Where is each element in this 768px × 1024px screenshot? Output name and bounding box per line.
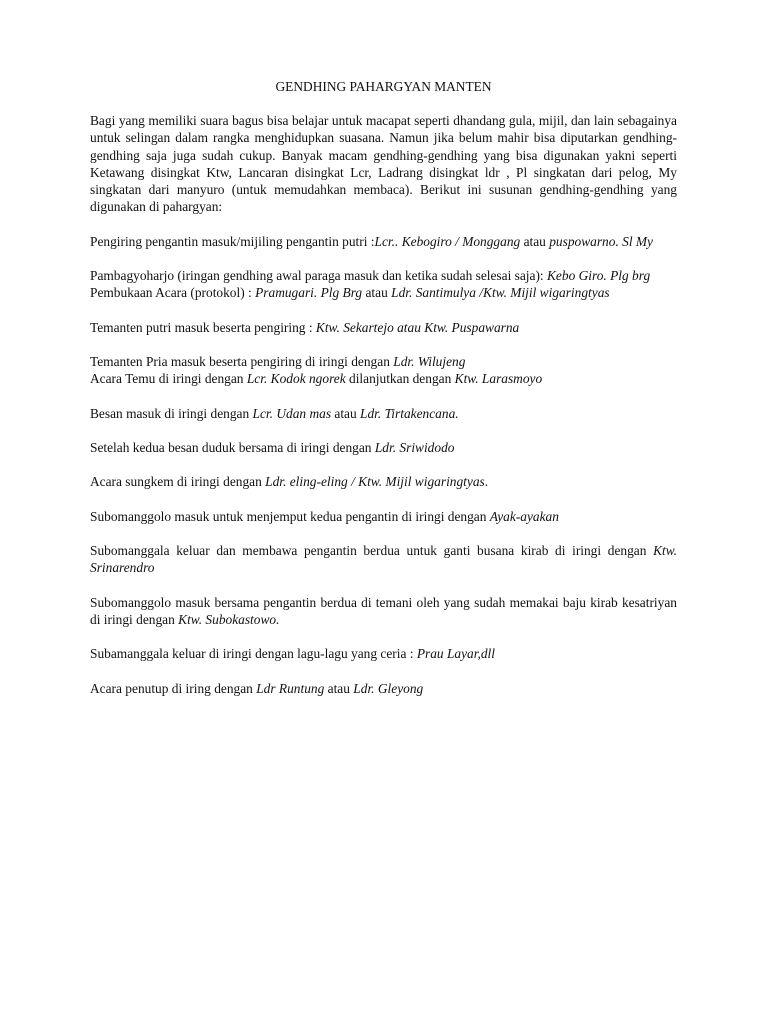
item-text: Temanten Pria masuk beserta pengiring di iringi dengan — [90, 353, 394, 369]
item-emphasis: Ldr. Wilujeng — [393, 353, 466, 369]
item-text: atau — [520, 233, 550, 249]
item-emphasis: Ldr. Gleyong — [353, 680, 424, 696]
item-text: dilanjutkan dengan — [345, 371, 455, 387]
item-text: Besan masuk di iringi dengan — [90, 405, 253, 421]
item-emphasis: Ayak-ayakan — [489, 508, 559, 524]
document-page — [90, 78, 677, 714]
item-besan-duduk — [90, 439, 677, 456]
item-emphasis: Prau Layar,dll — [416, 646, 495, 662]
document-title: GENDHING PAHARGYAN MANTEN — [275, 79, 492, 94]
item-temanten-pria — [90, 353, 677, 370]
item-text: Pambagyoharjo (iringan gendhing awal paraga masuk dan ketika sudah selesai saja): — [90, 268, 547, 283]
item-text: Subamanggala keluar di iringi dengan lagu-lagu yang ceria : — [90, 646, 417, 662]
item-acara-temu — [90, 370, 677, 387]
item-pambagyoharjo — [90, 267, 677, 284]
item-text: atau — [362, 285, 392, 301]
item-temanten-putri — [90, 319, 677, 336]
item-emphasis: Kebo Giro. Plg brg — [547, 268, 651, 283]
item-emphasis: Ldr. Tirtakencana. — [360, 405, 459, 421]
item-besan-masuk — [90, 405, 677, 422]
item-emphasis: Ldr. Santimulya /Ktw. Mijil wigaringtyas — [391, 285, 610, 301]
item-acara-penutup — [90, 680, 677, 697]
item-emphasis: Ktw. Srinarendro — [90, 543, 677, 576]
item-pembukaan — [90, 284, 677, 301]
item-text: Pembukaan Acara (protokol) : — [90, 285, 256, 301]
item-emphasis: Ldr. eling-eling / Ktw. Mijil wigaringtyas — [265, 474, 485, 490]
item-text: Acara sungkem di iringi dengan — [90, 474, 266, 490]
intro-paragraph: Bagi yang memiliki suara bagus bisa belajar untuk macapat seperti dhandang gula, mijil, dan lain sebagainya untuk selingan dalam rangka menghidupkan suasana. Namun jika belum mahir bisa diputarkan gendhing-gendhing saja juga sudah cukup. Banyak macam gendhing-gendhing yang bisa digunakan yakni seperti Ketawang disingkat Ktw, Lancaran disingkat Lcr, Ladrang disingkat ldr , Pl singkatan dari pelog, My singkatan dari manyuro (untuk memudahkan membaca). Berikut ini susunan gendhing-gendhing yang digunakan di pahargyan: — [90, 113, 677, 215]
item-emphasis: Ktw. Sekartejo atau Ktw. Puspawarna — [315, 319, 520, 335]
item-emphasis: puspowarno. Sl My — [549, 233, 653, 249]
item-text: Subomanggolo masuk bersama pengantin berdua di temani oleh yang sudah memakai baju kirab kesatriyan di iringi dengan — [90, 594, 677, 627]
item-sungkem — [90, 473, 677, 490]
item-subomanggolo-masuk — [90, 508, 677, 525]
item-subomanggala-keluar — [90, 542, 677, 576]
item-emphasis: Lcr.. Kebogiro / Monggang — [374, 233, 521, 249]
item-text: Setelah kedua besan duduk bersama di iringi dengan — [90, 439, 375, 455]
item-text: Acara Temu di iringi dengan — [90, 371, 247, 387]
item-emphasis: Ktw. Subokastowo. — [178, 611, 280, 627]
item-emphasis: Lcr. Kodok ngorek — [246, 371, 346, 387]
item-emphasis: Ldr. Sriwidodo — [374, 439, 455, 455]
item-text: Acara penutup di iring dengan — [90, 680, 257, 696]
item-text: atau — [324, 680, 354, 696]
item-text: . — [484, 474, 489, 490]
item-emphasis: Ktw. Larasmoyo — [454, 371, 543, 387]
item-text: Subomanggala keluar dan membawa pengantin berdua untuk ganti busana kirab di iringi dengan — [90, 543, 654, 559]
item-pengiring — [90, 233, 677, 250]
item-text: atau — [331, 405, 361, 421]
item-emphasis: Lcr. Udan mas — [252, 405, 332, 421]
item-subamanggala-keluar — [90, 645, 677, 662]
item-text: Temanten putri masuk beserta pengiring : — [90, 319, 316, 335]
item-subomanggolo-kirab — [90, 594, 677, 628]
item-text: Subomanggolo masuk untuk menjemput kedua pengantin di iringi dengan — [90, 508, 490, 524]
item-emphasis: Pramugari. Plg Brg — [255, 285, 363, 301]
item-emphasis: Ldr Runtung — [256, 680, 325, 696]
item-text: Pengiring pengantin masuk/mijiling pengantin putri : — [90, 233, 375, 249]
